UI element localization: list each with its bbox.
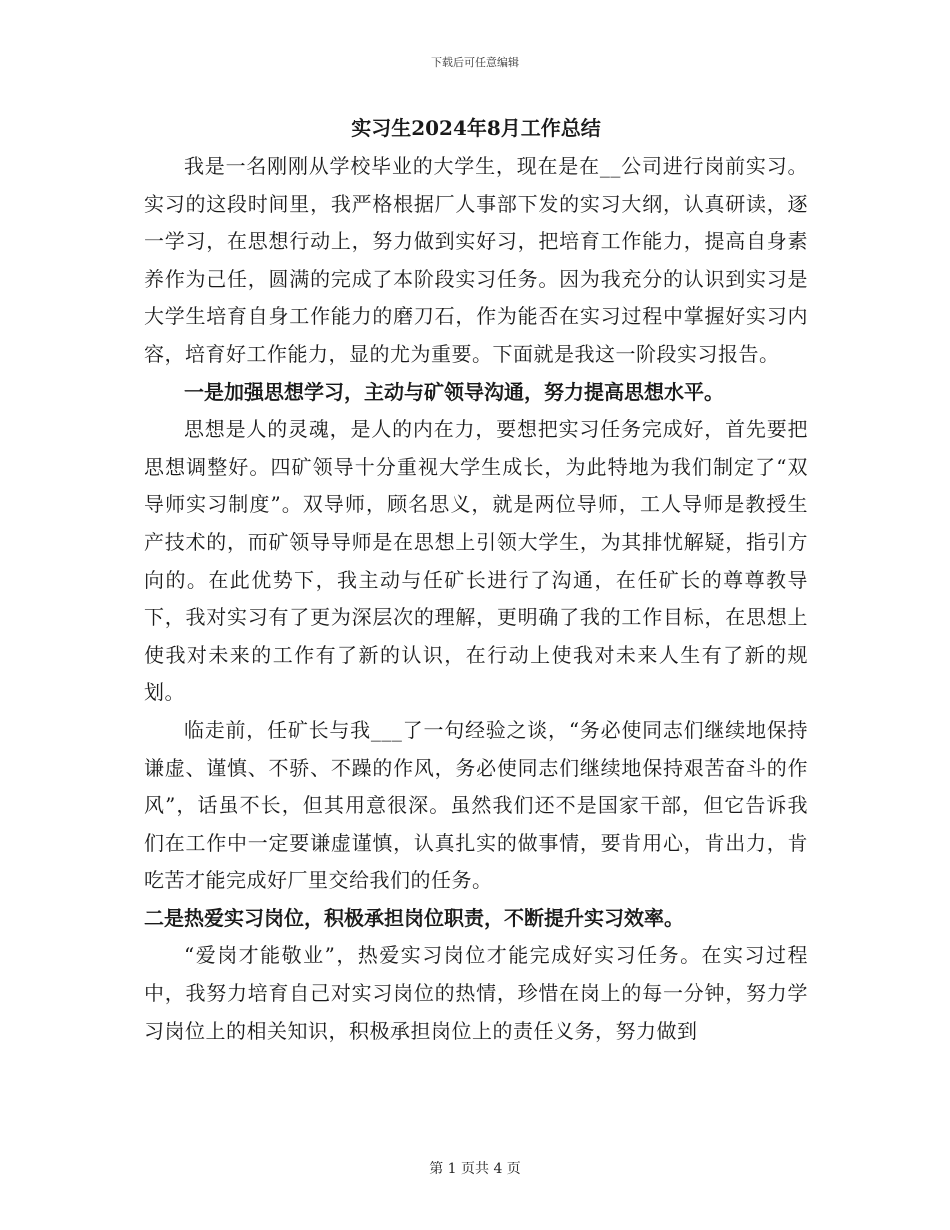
document-title: 实习生2024年8月工作总结 bbox=[351, 116, 601, 140]
paragraph-intro: 我是一名刚刚从学校毕业的大学生，现在是在__公司进行岗前实习。实习的这段时间里，我严格根据厂人事部下发的实习大纲，认真研读，逐一学习，在思想行动上，努力做到实好习，把培育工作能力，提高自身素养作为己任，圆满的完成了本阶段实习任务。因为我充分的认识到实习是大学生培育自身工作能力的磨刀石，作为能否在实习过程中掌握好实习内容，培育好工作能力，显的尤为重要。下面就是我这一阶段实习报告。 bbox=[144, 154, 808, 366]
section-heading-2: 二是热爱实习岗位，积极承担岗位职责，不断提升实习效率。 bbox=[144, 905, 684, 930]
paragraph-thought: 思想是人的灵魂，是人的内在力，要想把实习任务完成好，首先要把思想调整好。四矿领导十分重视大学生成长，为此特地为我们制定了“双导师实习制度”。双导师，顾名思义，就是两位导师，工人导师是教授生产技术的，而矿领导导师是在思想上引领大学生，为其排忧解疑，指引方向的。在此优势下，我主动与任矿长进行了沟通，在任矿长的尊尊教导下，我对实习有了更为深层次的理解，更明确了我的工作目标，在思想上使我对未来的工作有了新的认识，在行动上使我对未来人生有了新的规划。 bbox=[144, 417, 808, 705]
paragraph-love-job: “爱岗才能敬业”，热爱实习岗位才能完成好实习任务。在实习过程中，我努力培育自己对实习岗位的热情，珍惜在岗上的每一分钟，努力学习岗位上的相关知识，积极承担岗位上的责任义务，努力做到 bbox=[144, 943, 808, 1043]
page-number: 第 1 页共 4 页 bbox=[429, 1161, 521, 1177]
page-header-note: 下载后可任意编辑 bbox=[431, 56, 519, 69]
section-heading-1: 一是加强思想学习，主动与矿领导沟通，努力提高思想水平。 bbox=[184, 379, 724, 404]
document-body bbox=[144, 108, 808, 1050]
paragraph-advice: 临走前，任矿长与我___了一句经验之谈，“务必使同志们继续地保持谦虚、谨慎、不骄、不躁的作风，务必使同志们继续地保持艰苦奋斗的作风”，话虽不长，但其用意很深。虽然我们还不是国家干部，但它告诉我们在工作中一定要谦虚谨慎，认真扎实的做事情，要肯用心，肯出力，肯吃苦才能完成好厂里交给我们的任务。 bbox=[144, 717, 808, 893]
